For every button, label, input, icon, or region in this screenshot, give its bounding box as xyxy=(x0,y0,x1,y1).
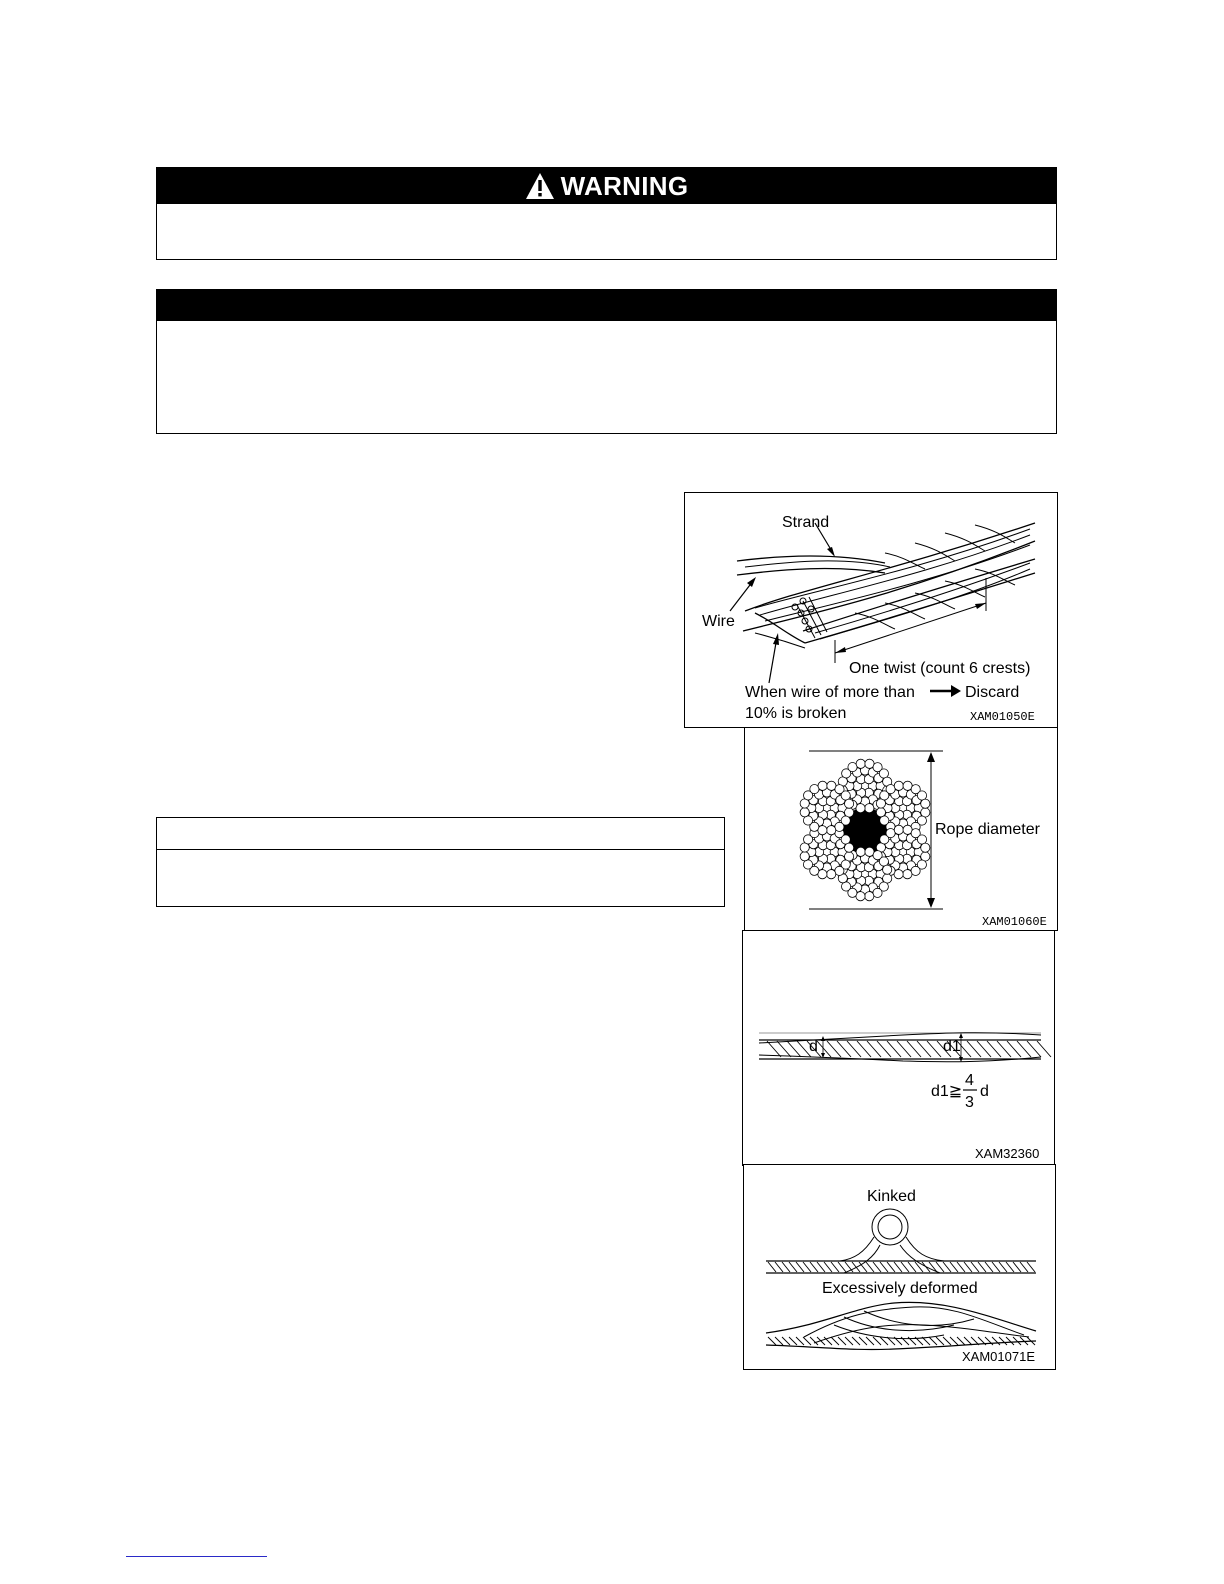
figure-rope-kink xyxy=(743,1164,1056,1370)
notice-box xyxy=(156,289,1057,434)
deformed-rope xyxy=(766,1302,1036,1349)
formula-denominator: 3 xyxy=(965,1094,974,1111)
arrow-right-icon xyxy=(930,685,961,697)
figure-code: XAM01060E xyxy=(982,915,1047,929)
figure-rope-structure xyxy=(684,492,1058,728)
formula-rhs: d xyxy=(980,1083,989,1100)
label-excessively-deformed: Excessively deformed xyxy=(822,1280,978,1297)
figure-code: XAM32360 xyxy=(975,1146,1040,1161)
rope-drawing xyxy=(737,523,1035,648)
figure-code: XAM01050E xyxy=(970,710,1035,724)
label-kinked: Kinked xyxy=(867,1188,916,1205)
label-strand: Strand xyxy=(782,514,830,531)
formula-lhs: d1≧ xyxy=(931,1083,963,1100)
label-d: d xyxy=(809,1038,818,1055)
figure-rope-diameter xyxy=(744,727,1058,931)
figure-code: XAM01071E xyxy=(962,1349,1035,1364)
warning-box xyxy=(156,167,1057,260)
label-d1: d1 xyxy=(943,1038,961,1055)
notice-header xyxy=(157,290,1056,321)
footer-rule xyxy=(126,1556,267,1557)
label-rope-diameter: Rope diameter xyxy=(935,821,1040,838)
label-discard: Discard xyxy=(965,684,1020,701)
figure-rope-deformation xyxy=(742,930,1055,1166)
label-broken-line2: 10% is broken xyxy=(745,705,847,722)
small-note-box xyxy=(156,817,725,907)
label-one-twist: One twist (count 6 crests) xyxy=(849,660,1031,677)
kinked-rope xyxy=(766,1209,1036,1273)
small-note-header xyxy=(157,818,724,850)
warning-header xyxy=(157,168,1056,204)
formula-numerator: 4 xyxy=(965,1072,974,1089)
label-broken-line1: When wire of more than xyxy=(745,684,915,701)
warning-title: WARNING xyxy=(560,170,689,201)
warning-triangle-icon xyxy=(525,172,555,200)
label-wire: Wire xyxy=(702,613,735,630)
